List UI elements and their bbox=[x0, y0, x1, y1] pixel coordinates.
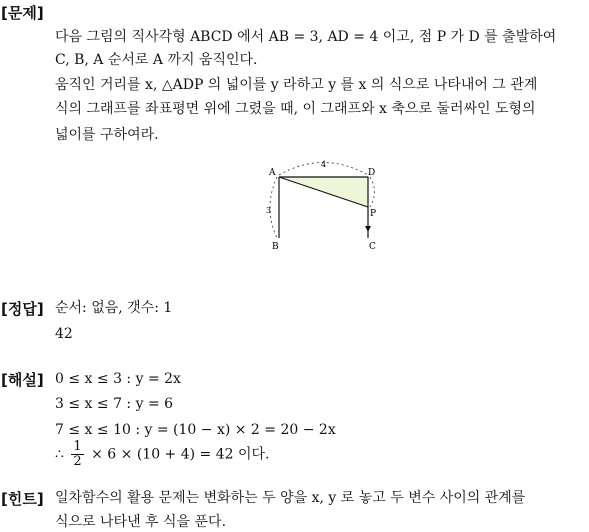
solution-line-4-rest: × 6 × (10 + 4) = 42 이다. bbox=[91, 446, 270, 463]
solution-line-3: 7 ≤ x ≤ 10 : y = (10 − x) × 2 = 20 − 2x bbox=[55, 422, 336, 438]
label-a: A bbox=[269, 168, 276, 178]
label-b: B bbox=[272, 242, 279, 252]
problem-line-1: 다음 그림의 직사각형 ABCD 에서 AB = 3, AD = 4 이고, 점 P 가 D 를 출발하여 bbox=[55, 29, 557, 45]
problem-line-4: 식의 그래프를 좌표평면 위에 그렸을 때, 이 그래프와 x 축으로 둘러싸인 도형의 bbox=[55, 101, 536, 117]
rectangle-figure bbox=[255, 158, 390, 253]
problem-tag: [문제] bbox=[1, 4, 44, 22]
answer-line-1: 순서: 없음, 갯수: 1 bbox=[55, 300, 173, 316]
solution-line-1: 0 ≤ x ≤ 3 : y = 2x bbox=[55, 371, 181, 387]
label-d: D bbox=[368, 168, 376, 178]
answer-tag: [정답] bbox=[1, 300, 44, 318]
hint-tag: [힌트] bbox=[1, 490, 44, 508]
problem-line-3: 움직인 거리를 x, △ADP 의 넓이를 y 라하고 y 를 x 의 식으로 나타내어 그 관계 bbox=[55, 77, 538, 93]
label-p: P bbox=[370, 209, 377, 219]
therefore-symbol: ∴ bbox=[55, 446, 64, 463]
fraction-half bbox=[71, 440, 83, 469]
arc-dp bbox=[370, 177, 375, 207]
solution-line-2: 3 ≤ x ≤ 7 : y = 6 bbox=[55, 396, 174, 412]
fraction-numerator: 1 bbox=[73, 439, 82, 454]
solution-tag: [해설] bbox=[1, 371, 44, 389]
hint-line-2: 식으로 나타낸 후 식을 푼다. bbox=[55, 514, 227, 530]
problem-line-5: 넓이를 구하여라. bbox=[55, 127, 159, 143]
hint-line-1: 일차함수의 활용 문제는 변화하는 두 양을 x, y 로 놓고 두 변수 사이의 관계를 bbox=[55, 490, 526, 506]
arrow-head-icon bbox=[365, 226, 371, 232]
triangle-adp bbox=[279, 177, 368, 207]
fraction-denominator: 2 bbox=[73, 454, 82, 469]
side-ad-label: 4 bbox=[321, 160, 327, 169]
problem-line-2: C, B, A 순서로 A 까지 움직인다. bbox=[55, 52, 258, 68]
answer-value: 42 bbox=[55, 326, 73, 342]
solution-line-4 bbox=[55, 440, 270, 469]
label-c: C bbox=[369, 242, 376, 252]
side-ab-label: 3 bbox=[266, 206, 272, 215]
